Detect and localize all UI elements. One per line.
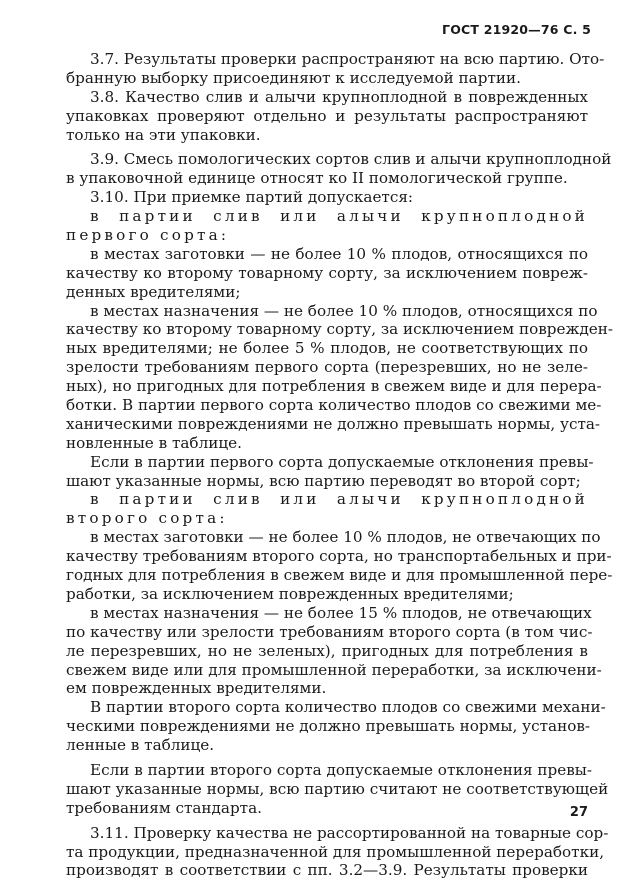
text-line: в местах заготовки — не более 10 % плодов, относящихся по <box>90 244 588 263</box>
text-line: ботки. В партии первого сорта количество плодов со свежими ме- <box>66 396 602 415</box>
text-line: ем поврежденных вредителями. <box>66 679 327 698</box>
text-line: качеству требованиям второго сорта, но транспортабельных и при- <box>66 547 612 566</box>
text-line: качеству ко второму товарному сорту, за исключением поврежден- <box>66 320 614 339</box>
text-line: ных), но пригодных для потребления в свежем виде и для перера- <box>66 377 602 396</box>
text-line: в местах назначения — не более 10 % плодов, относящихся по <box>90 301 598 320</box>
text-line: 3.8. Качество слив и алычи крупноплодной в поврежденных <box>90 87 588 106</box>
text-line: только на эти упаковки. <box>66 125 261 144</box>
text-line: та продукции, предназначенной для промышленной переработки, <box>66 842 605 861</box>
text-line: 3.7. Результаты проверки распространяют на всю партию. Ото- <box>90 50 605 68</box>
text-line: по качеству или зрелости требованиям второго сорта (в том чис- <box>66 622 593 641</box>
document-body <box>66 50 614 880</box>
text-line: ных вредителями; не более 5 % плодов, не соответствующих по <box>66 339 588 358</box>
text-line: новленные в таблице. <box>66 433 242 452</box>
text-line: ханическими повреждениями не должно превышать нормы, уста- <box>66 414 601 433</box>
text-line: шают указанные нормы, всю партию переводят во второй сорт; <box>66 471 581 490</box>
text-line: 3.11. Проверку качества не рассортированной на товарные сор- <box>90 823 609 842</box>
text-line: 3.10. При приемке партий допускается: <box>90 188 414 207</box>
text-line: ческими повреждениями не должно превышать нормы, установ- <box>66 717 591 736</box>
text-line: свежем виде или для промышленной переработки, за исключени- <box>66 660 602 679</box>
text-line: шают указанные нормы, всю партию считают не соответствующей <box>66 779 609 798</box>
text-line: Если в партии второго сорта допускаемые отклонения превы- <box>90 760 592 779</box>
page-number: 27 <box>569 805 588 820</box>
text-line: годных для потребления в свежем виде и для промышленной пере- <box>66 566 613 585</box>
text-line: требованиям стандарта. <box>66 798 262 817</box>
text-line: упаковках проверяют отдельно и результаты распространяют <box>66 106 588 125</box>
page-header: ГОСТ 21920—76 С. 5 <box>442 22 591 37</box>
text-line: первого сорта: <box>66 226 230 245</box>
text-line: в партии слив или алычи крупноплодной <box>90 490 588 509</box>
text-line: в местах назначения — не более 15 % плодов, не отвечающих <box>90 603 592 622</box>
text-line: работки, за исключением поврежденных вредителями; <box>66 584 514 603</box>
text-line: 3.9. Смесь помологических сортов слив и алычи крупноплодной <box>90 150 612 169</box>
text-line: зрелости требованиям первого сорта (перезревших, но не зеле- <box>66 358 588 377</box>
text-line: качеству ко второму товарному сорту, за исключением повреж- <box>66 263 588 282</box>
text-line: ле перезревших, но не зеленых), пригодных для потребления в <box>66 641 588 660</box>
text-line: В партии второго сорта количество плодов со свежими механи- <box>90 698 606 717</box>
text-line: в партии слив или алычи крупноплодной <box>90 207 588 226</box>
text-line: в местах заготовки — не более 10 % плодов, не отвечающих по <box>90 528 601 547</box>
text-line: ленные в таблице. <box>66 736 215 755</box>
text-line: бранную выборку присоединяют к исследуемой партии. <box>66 68 521 87</box>
text-line: производят в соответствии с пп. 3.2—3.9. Результаты проверки <box>66 861 588 880</box>
text-line: денных вредителями; <box>66 282 241 301</box>
text-line: второго сорта: <box>66 509 228 528</box>
text-line: Если в партии первого сорта допускаемые отклонения превы- <box>90 452 594 471</box>
text-line: в упаковочной единице относят ко II помологической группе. <box>66 169 568 188</box>
